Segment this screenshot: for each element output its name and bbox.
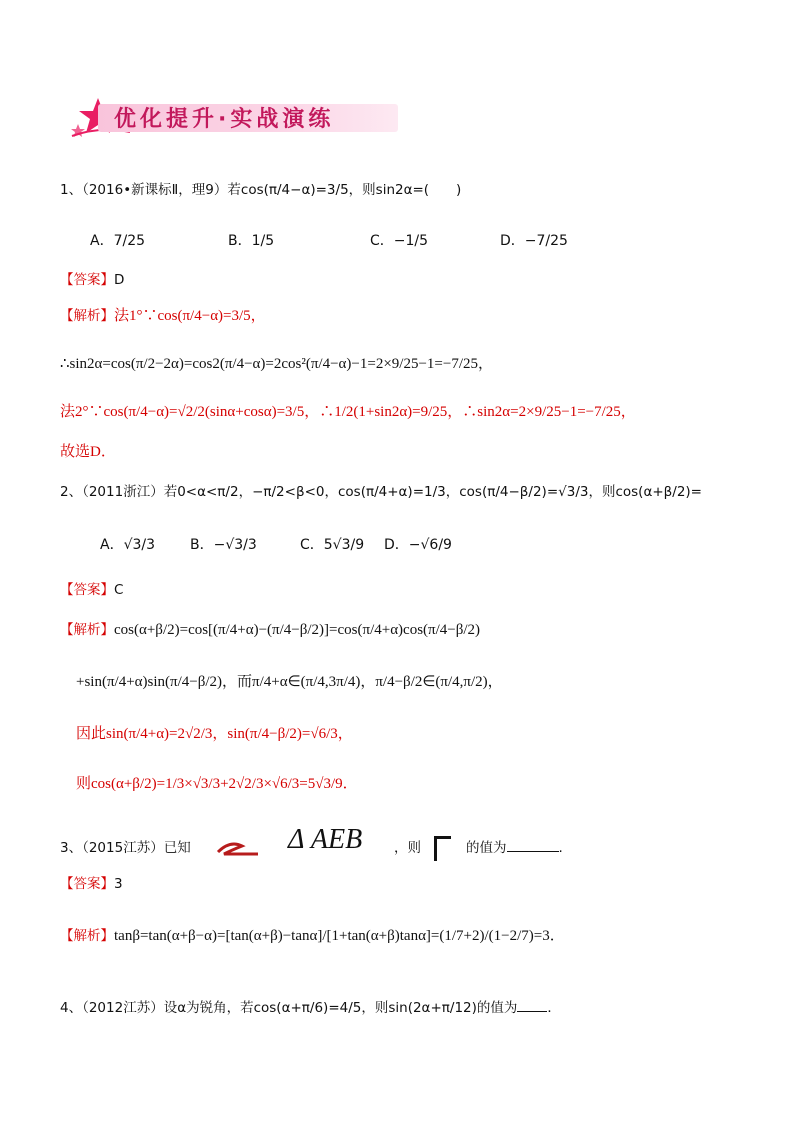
q3-analysis-text: tanβ=tan(α+β−α)=[tan(α+β)−tanα]/[1+tan(α+β)tanα]=(1/7+2)/(1−2/7)=3．	[114, 928, 565, 944]
q4-stem-row	[60, 996, 561, 1016]
q2-answer: C	[114, 582, 124, 598]
broken-formula-image	[212, 836, 268, 860]
answer-label: 【答案】	[60, 582, 114, 598]
q1-analysis-line-4: 故选D．	[60, 444, 116, 460]
q3-answer-row	[60, 872, 123, 892]
q1-option-a: A．7/25	[90, 233, 146, 249]
q1-option-d: D．−7/25	[500, 233, 568, 249]
q1-answer-row	[60, 268, 124, 288]
q1-analysis-line-3: 法2°∵cos(π/4−α)=√2/2(sinα+cosα)=3/5，∴1/2(1+sin2α)=9/25，∴sin2α=2×9/25−1=−7/25，	[60, 404, 636, 420]
q2-option-c: C．5√3/9	[300, 537, 365, 553]
analysis-label: 【解析】	[60, 308, 114, 324]
answer-label: 【答案】	[60, 272, 114, 288]
section-banner	[70, 96, 400, 136]
q4-blank	[517, 999, 547, 1012]
q3-stem-suffix: ，则	[394, 840, 421, 856]
q3-stem-end-row: 的值为 .	[466, 840, 563, 856]
q2-analysis-line-4: 则cos(α+β/2)=1/3×√3/3+2√2/3×√6/3=5√3/9．	[76, 776, 358, 792]
q3-stem	[60, 836, 191, 856]
q1-analysis-line-1: 法1°∵cos(π/4−α)=3/5，	[114, 308, 266, 324]
q1-answer: D	[114, 272, 125, 288]
q3-stem-prefix: 3、（2015江苏）已知	[60, 840, 191, 856]
q1-stem: 1、（2016•新课标Ⅱ，理9）若cos(π/4−α)=3/5，则sin2α=( )	[60, 182, 462, 198]
q2-analysis-line-3: 因此sin(π/4+α)=2√2/3，sin(π/4−β/2)=√6/3，	[76, 726, 353, 742]
q2-analysis-line-1: cos(α+β/2)=cos[(π/4+α)−(π/4−β/2)]=cos(π/4+α)cos(π/4−β/2)	[114, 622, 481, 638]
q3-triangle: Δ AEB	[288, 824, 363, 855]
broken-formula-icon	[434, 836, 451, 861]
q3-analysis	[60, 924, 565, 945]
q2-option-a: A．√3/3	[100, 537, 156, 553]
q2-option-d: D．−√6/9	[384, 537, 452, 553]
q2-stem: 2、（2011浙江）若0<α<π/2，−π/2<β<0，cos(π/4+α)=1/3，cos(π/4−β/2)=√3/3，则cos(α+β/2)=	[60, 484, 702, 500]
q2-option-b: B．−√3/3	[190, 537, 257, 553]
q4-stem: 4、（2012江苏）设α为锐角，若cos(α+π/6)=4/5，则sin(2α+π/12)的值为	[60, 1000, 518, 1016]
q1-option-b: B．1/5	[228, 233, 275, 249]
q2-analysis-line-2: +sin(π/4+α)sin(π/4−β/2)，而π/4+α∈(π/4,3π/4)，π/4−β/2∈(π/4,π/2)，	[76, 674, 503, 690]
q1-option-c: C．−1/5	[370, 233, 429, 249]
answer-label: 【答案】	[60, 876, 114, 892]
q1-analysis-1	[60, 304, 266, 325]
analysis-label: 【解析】	[60, 622, 114, 638]
q2-analysis-1	[60, 618, 480, 639]
q3-answer: 3	[114, 876, 123, 892]
q3-blank	[507, 839, 559, 852]
q1-analysis-line-2: ∴sin2α=cos(π/2−2α)=cos2(π/4−α)=2cos²(π/4−α)−1=2×9/25−1=−7/25，	[60, 356, 494, 372]
analysis-label: 【解析】	[60, 928, 114, 944]
q4-suffix: ．	[547, 1000, 561, 1016]
q3-stem-end: 的值为	[466, 840, 507, 856]
q2-answer-row	[60, 578, 123, 598]
banner-title: 优化提升·实战演练	[114, 107, 335, 132]
